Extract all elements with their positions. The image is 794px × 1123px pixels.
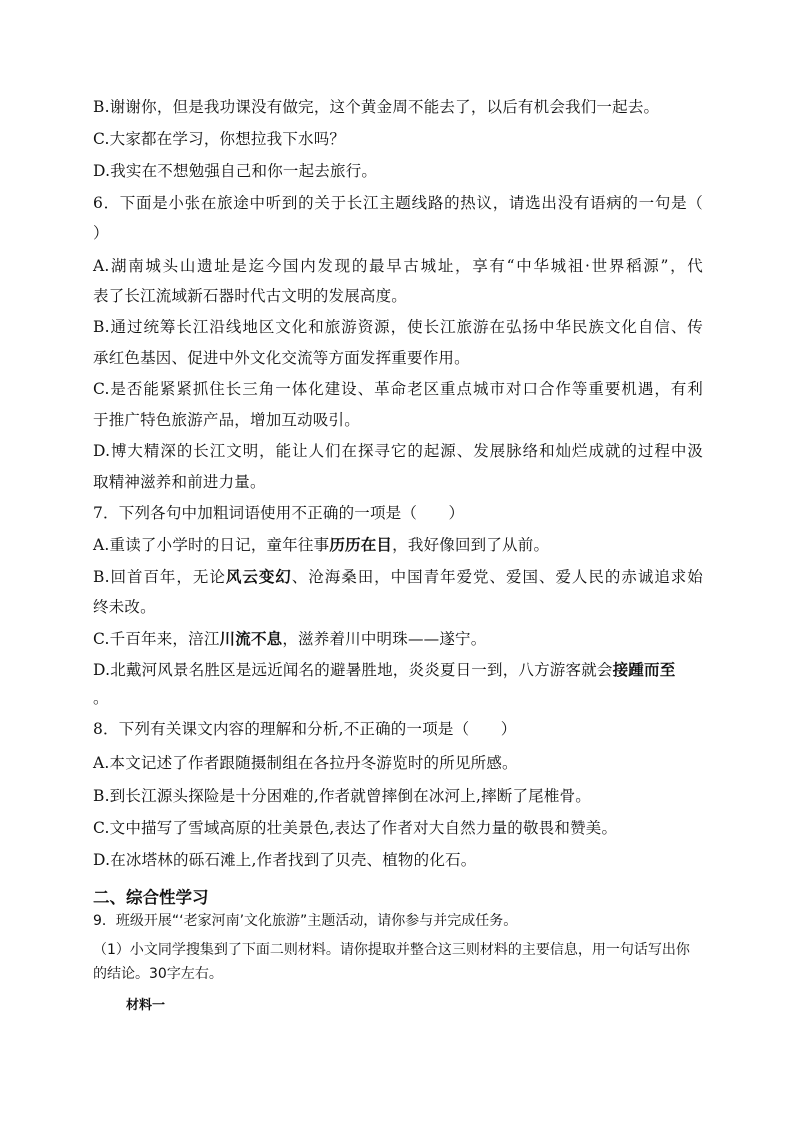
q7-option-d-line2: 。 [93,689,109,707]
q6-option-c-line1: C.是否能紧紧抓住长三角一体化建设、革命老区重点城市对口合作等重要机遇，有利 [93,380,703,398]
q7-option-c-text-end: ，滋养着川中明珠——遂宁。 [282,630,487,648]
q7-option-c [93,629,703,649]
q7-option-b-line1 [93,567,703,587]
q7-option-b-line2: 终未改。 [93,598,156,616]
q8-option-a: A.本文记述了作者跟随摄制组在各拉丹冬游览时的所见所感。 [93,754,518,772]
q6-stem: 6．下面是小张在旅途中听到的关于长江主题线路的热议，请选出没有语病的一句是（ [93,194,703,212]
material-1-label: 材料一 [126,998,166,1013]
q6-option-b-line2: 承红色基因、促进中外文化交流等方面发挥重要作用。 [93,349,470,367]
q7-option-d-bold-word: 接踵而至 [612,660,676,679]
q7-option-b-text-end: 、沧海桑田，中国青年爱党、爱国、爱人民的赤诚追求始 [291,568,703,586]
q6-option-a-line2: 表了长江流域新石器时代古文明的发展高度。 [93,287,408,305]
q6-option-d-line1: D.博大精深的长江文明，能让人们在探寻它的起源、发展脉络和灿烂成就的过程中汲 [93,442,703,460]
q7-option-a [93,535,703,555]
q6-option-d-line2: 取精神滋养和前进力量。 [93,473,266,491]
q9-sub1-line1: （1）小文同学搜集到了下面二则材料。请你提取并整合这三则材料的主要信息，用一句话写出你 [93,942,690,958]
q7-option-b-text: B.回首百年，无论 [93,568,226,586]
q7-option-a-bold-word: 历历在目 [329,535,393,554]
q9-sub1-line2: 的结论。30字左右。 [93,966,223,982]
q8-stem: 8．下列有关课文内容的理解和分析,不正确的一项是（ ） [93,720,517,738]
q7-option-a-text-end: ，我好像回到了从前。 [392,536,550,554]
q7-option-a-text: A.重读了小学时的日记，童年往事 [93,536,330,554]
q6-option-b-line1: B.通过统筹长江沿线地区文化和旅游资源，使长江旅游在弘扬中华民族文化自信、传 [93,318,703,336]
q7-stem: 7．下列各句中加粗词语使用不正确的一项是（ ） [93,504,465,522]
q7-option-b-bold-word: 风云变幻 [225,567,292,586]
q8-option-d: D.在冰塔林的砾石滩上,作者找到了贝壳、植物的化石。 [93,851,477,869]
q7-option-d-line1 [93,660,703,680]
q5-option-d: D.我实在不想勉强自己和你一起去旅行。 [93,162,378,180]
q7-option-d-text: D.北戴河风景名胜区是远近闻名的避暑胜地，炎炎夏日一到，八方游客就会 [93,661,613,679]
q7-option-c-text: C.千百年来，涪江 [93,630,220,648]
q5-option-c: C.大家都在学习，你想拉我下水吗？ [93,130,346,148]
q6-option-a-line1: A.湖南城头山遗址是迄今国内发现的最早古城址，享有“中华城祖·世界稻源”，代 [93,257,703,275]
q9-stem: 9．班级开展“‘老家河南’文化旅游”主题活动，请你参与并完成任务。 [93,913,518,929]
q8-option-c: C.文中描写了雪域高原的壮美景色,表达了作者对大自然力量的敬畏和赞美。 [93,819,618,837]
section-title: 二、综合性学习 [93,888,209,907]
q8-option-b: B.到长江源头探险是十分困难的,作者就曾摔倒在冰河上,摔断了尾椎骨。 [93,787,591,805]
q6-stem-close: ） [93,224,109,242]
q7-option-c-bold-word: 川流不息 [219,629,283,648]
q5-option-b: B.谢谢你，但是我功课没有做完，这个黄金周不能去了，以后有机会我们一起去。 [93,98,660,116]
q6-option-c-line2: 于推广特色旅游产品，增加互动吸引。 [93,411,360,429]
